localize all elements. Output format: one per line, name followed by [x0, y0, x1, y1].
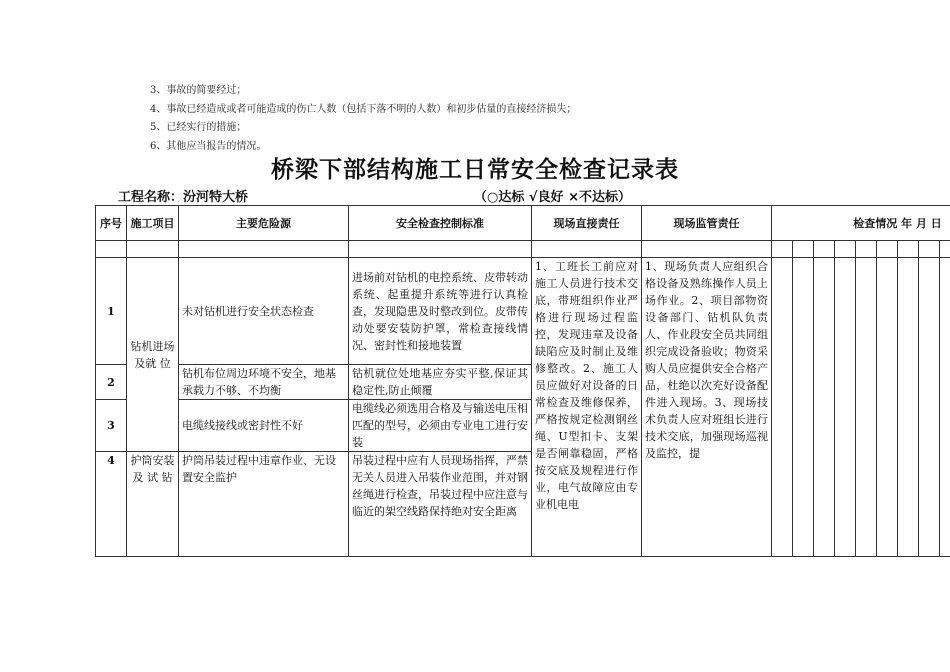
group-label: 钻机进场 及就 位: [127, 258, 179, 452]
direct-responsibility: 1、工班长工前应对施工人员进行技术交底，带班组织作业严格进行现场过程监控，发现违章及设备缺陷应及时制止及维修整改。2、施工人员应做好对设备的日常检查及维修保养，严格按规定检测钢丝绳、U型扣卡、支架是否闸靠稳固，严格按交底及规程进行作业，电气故障应由专业机电电: [532, 258, 642, 557]
row-seq: 3: [96, 400, 127, 452]
row-standard: 进场前对钻机的电控系统、皮带转动系统、起重提升系统等进行认真检查，发现隐患及时整改到位。皮带传动处要安装防护罩，常检查接线情况、密封性和接地装置: [349, 258, 532, 365]
blank-row: [96, 241, 950, 258]
supervision-responsibility: 1、现场负责人应组织合格设备及熟练操作人员上场作业。2、项目部物资设备部门、钻机队负责人、作业段安全员共同组织完成设备验收；物资采购人员应提供安全合格产品，杜绝以次充好设备配件进入现场。3、现场技术负责人应对班组长进行技术交底，加强现场巡视及监控，提: [642, 258, 772, 557]
inspection-table: [95, 205, 950, 557]
header-standard: 安全检查控制标准: [349, 206, 532, 241]
header-hazard: 主要危险源: [179, 206, 349, 241]
row-hazard: 未对钻机进行安全状态检查: [179, 258, 349, 365]
note-line: 3、事故的简要经过；: [150, 85, 247, 96]
group-label: 护筒安装 及 试 钻: [127, 452, 179, 557]
header-seq: 序号: [96, 206, 127, 241]
report-notes: [150, 82, 576, 156]
row-hazard: 电缆线接线或密封性不好: [179, 400, 349, 452]
legend: （○达标 √良好 ×不达标）: [474, 190, 631, 205]
row-seq: 4: [96, 452, 127, 557]
row-standard: 钻机就位处地基应夯实平整,保证其稳定性,防止倾覆: [349, 365, 532, 400]
row-seq: 1: [96, 258, 127, 365]
project-name: 工程名称：汾河特大桥: [118, 190, 249, 205]
header-item: 施工项目: [127, 206, 179, 241]
header-check: 检查情况 年 月 日: [772, 206, 950, 241]
header-supervise: 现场监管责任: [642, 206, 772, 241]
note-line: 5、已经实行的措施；: [150, 122, 247, 133]
table-row: [96, 258, 950, 365]
note-line: 6、其他应当报告的情况。: [150, 140, 267, 152]
row-standard: 吊装过程中应有人员现场指挥，严禁无关人员进入吊装作业范围，并对钢丝绳进行检查，吊装过程中应注意与临近的架空线路保持绝对安全距离: [349, 452, 532, 557]
row-standard: 电缆线必须选用合格及与输送电压相匹配的型号，必须由专业电工进行安装: [349, 400, 532, 452]
note-line: 4、事故已经造成或者可能造成的伤亡人数（包括下落不明的人数）和初步估量的直接经济损失；: [150, 103, 577, 115]
row-hazard: 钻机布位周边环境不安全，地基承载力不够、不均衡: [179, 365, 349, 400]
row-hazard: 护筒吊装过程中违章作业、无设置安全监护: [179, 452, 349, 557]
header-direct: 现场直接责任: [532, 206, 642, 241]
row-seq: 2: [96, 365, 127, 400]
header-row: [96, 206, 950, 241]
document-title: 桥梁下部结构施工日常安全检查记录表: [271, 157, 679, 183]
